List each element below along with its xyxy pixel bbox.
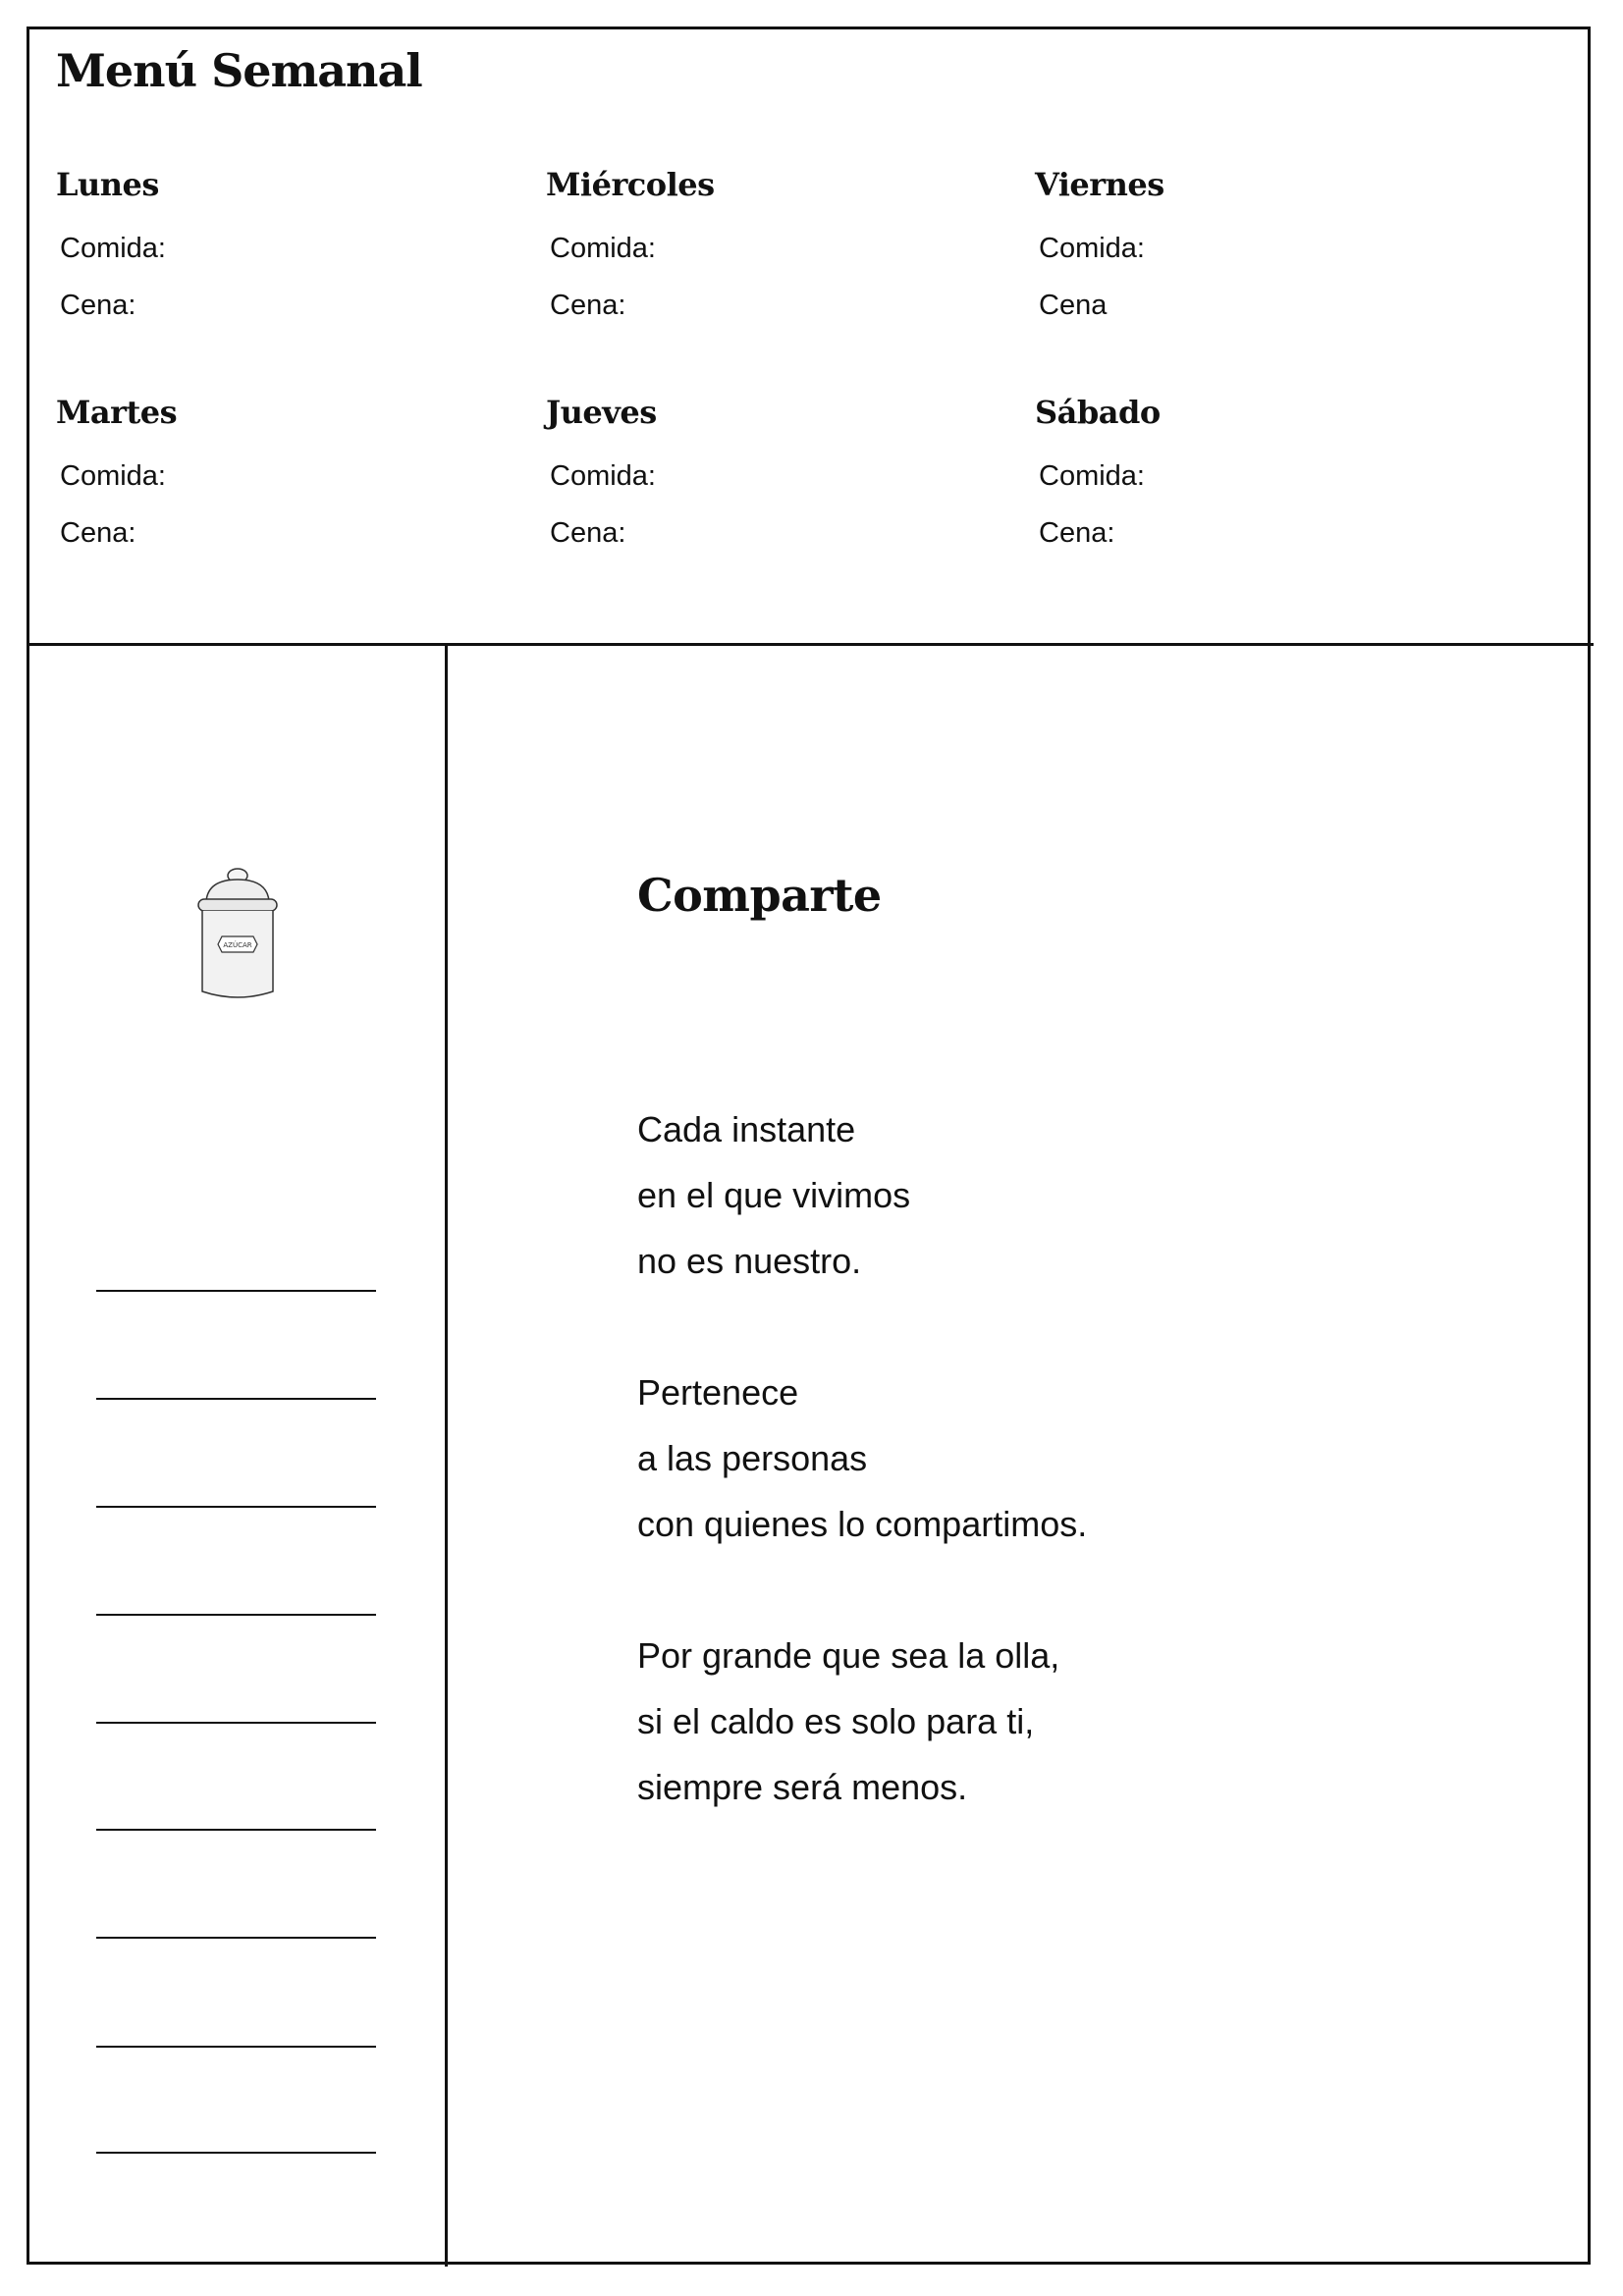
note-line bbox=[96, 2152, 376, 2154]
note-line bbox=[96, 1829, 376, 1831]
day-block-sabado bbox=[1035, 391, 1428, 561]
note-line bbox=[96, 2046, 376, 2048]
lunch-label: Comida: bbox=[550, 460, 656, 492]
note-line bbox=[96, 1614, 376, 1616]
poem-line: Cada instante bbox=[637, 1109, 856, 1149]
note-line bbox=[96, 1722, 376, 1724]
poem-line: con quienes lo compartimos. bbox=[637, 1504, 1088, 1544]
page-title: Menú Semanal bbox=[56, 44, 422, 97]
section-heading: Comparte bbox=[637, 869, 882, 922]
poem-line: siempre será menos. bbox=[637, 1767, 968, 1807]
day-name: Sábado bbox=[1035, 394, 1161, 431]
day-block-miercoles bbox=[546, 163, 939, 334]
lunch-label: Comida: bbox=[1039, 233, 1145, 264]
poem-line: en el que vivimos bbox=[637, 1175, 911, 1215]
day-name: Jueves bbox=[546, 394, 657, 431]
day-block-martes bbox=[56, 391, 449, 561]
note-line bbox=[96, 1398, 376, 1400]
poem-line: a las personas bbox=[637, 1438, 868, 1478]
poem-stanza bbox=[637, 1623, 1087, 1820]
dinner-label: Cena: bbox=[550, 517, 626, 549]
dinner-label: Cena: bbox=[60, 290, 136, 321]
section-divider bbox=[27, 643, 1594, 646]
lunch-label: Comida: bbox=[60, 233, 166, 264]
note-line bbox=[96, 1290, 376, 1292]
day-name: Lunes bbox=[56, 166, 159, 203]
poem-stanza bbox=[637, 1360, 1087, 1557]
dinner-label: Cena: bbox=[550, 290, 626, 321]
day-block-lunes bbox=[56, 163, 449, 334]
poem bbox=[637, 1096, 1087, 1886]
dinner-label: Cena: bbox=[60, 517, 136, 549]
poem-line: si el caldo es solo para ti, bbox=[637, 1701, 1035, 1741]
lunch-label: Comida: bbox=[1039, 460, 1145, 492]
day-name: Martes bbox=[56, 394, 178, 431]
poem-stanza bbox=[637, 1096, 1087, 1294]
day-name: Viernes bbox=[1035, 166, 1164, 203]
day-block-jueves bbox=[546, 391, 939, 561]
day-name: Miércoles bbox=[546, 166, 715, 203]
day-block-viernes bbox=[1035, 163, 1428, 334]
note-line bbox=[96, 1937, 376, 1939]
dinner-label: Cena bbox=[1039, 290, 1108, 321]
column-divider bbox=[445, 645, 448, 2267]
poem-line: Por grande que sea la olla, bbox=[637, 1635, 1060, 1676]
lunch-label: Comida: bbox=[550, 233, 656, 264]
lunch-label: Comida: bbox=[60, 460, 166, 492]
sugar-jar-icon bbox=[189, 864, 287, 1006]
poem-line: Pertenece bbox=[637, 1372, 799, 1413]
dinner-label: Cena: bbox=[1039, 517, 1115, 549]
svg-text:AZÚCAR: AZÚCAR bbox=[223, 941, 252, 949]
poem-line: no es nuestro. bbox=[637, 1241, 862, 1281]
note-line bbox=[96, 1506, 376, 1508]
